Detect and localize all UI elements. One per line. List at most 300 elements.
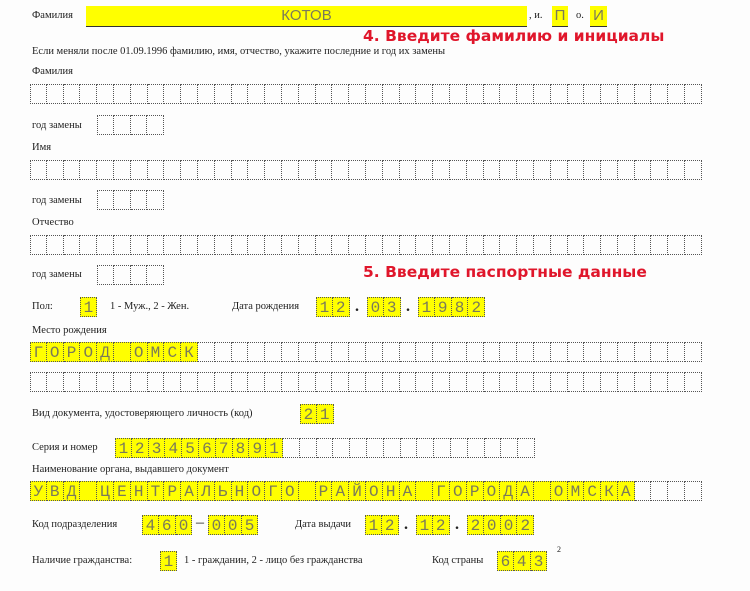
grid-cell[interactable] [299, 235, 316, 255]
grid-cell[interactable]: 0 [225, 515, 242, 535]
grid-cell[interactable]: 1 [115, 438, 132, 458]
grid-cell[interactable] [114, 372, 131, 392]
grid-cell[interactable] [30, 160, 47, 180]
grid-cell[interactable]: В [47, 481, 64, 501]
grid-cell[interactable] [97, 265, 114, 285]
grid-cell[interactable] [451, 438, 468, 458]
grid-cell[interactable] [668, 342, 685, 362]
grid-cell[interactable] [685, 84, 702, 104]
grid-cell[interactable]: 0 [367, 297, 384, 317]
grid-cell[interactable]: 0 [176, 515, 193, 535]
grid-cell[interactable] [517, 84, 534, 104]
grid-cell[interactable] [316, 235, 333, 255]
grid-cell[interactable] [97, 235, 114, 255]
grid-cell[interactable] [651, 481, 668, 501]
grid-cell[interactable] [635, 160, 652, 180]
grid-cell[interactable] [467, 84, 484, 104]
grid-cell[interactable] [147, 190, 164, 210]
grid-cell[interactable] [383, 235, 400, 255]
grid-cell[interactable] [500, 372, 517, 392]
grid-cell[interactable] [164, 84, 181, 104]
grid-cell[interactable] [30, 372, 47, 392]
grid-cell[interactable]: Р [467, 481, 484, 501]
grid-cell[interactable]: А [618, 481, 635, 501]
grid-cell[interactable] [584, 372, 601, 392]
grid-cell[interactable] [198, 372, 215, 392]
grid-cell[interactable] [232, 160, 249, 180]
grid-cell[interactable] [568, 160, 585, 180]
grid-cell[interactable] [148, 235, 165, 255]
grid-cell[interactable] [232, 84, 249, 104]
grid-cell[interactable] [148, 84, 165, 104]
grid-cell[interactable] [316, 372, 333, 392]
grid-cell[interactable] [685, 481, 702, 501]
grid-cell[interactable]: Р [64, 342, 81, 362]
grid-cell[interactable] [400, 160, 417, 180]
grid-cell[interactable]: 2 [517, 515, 534, 535]
grid-cell[interactable] [131, 115, 148, 135]
grid-cell[interactable] [534, 342, 551, 362]
grid-cell[interactable] [635, 372, 652, 392]
grid-cell[interactable] [601, 235, 618, 255]
grid-cell[interactable] [384, 438, 401, 458]
grid-cell[interactable] [97, 190, 114, 210]
dept-code-field-1[interactable] [142, 515, 192, 535]
grid-cell[interactable] [618, 160, 635, 180]
grid-cell[interactable]: 9 [249, 438, 266, 458]
grid-cell[interactable]: 1 [160, 551, 177, 571]
grid-cell[interactable]: 6 [159, 515, 176, 535]
grid-cell[interactable] [198, 342, 215, 362]
grid-cell[interactable]: 9 [435, 297, 452, 317]
grid-cell[interactable] [114, 235, 131, 255]
grid-cell[interactable] [366, 160, 383, 180]
prev-name-year-grid[interactable] [97, 190, 164, 210]
grid-cell[interactable] [618, 372, 635, 392]
grid-cell[interactable]: 7 [216, 438, 233, 458]
grid-cell[interactable] [601, 160, 618, 180]
grid-cell[interactable] [500, 84, 517, 104]
grid-cell[interactable] [450, 342, 467, 362]
issue-day-field[interactable] [365, 515, 399, 535]
grid-cell[interactable] [467, 235, 484, 255]
grid-cell[interactable] [400, 342, 417, 362]
grid-cell[interactable] [332, 342, 349, 362]
grid-cell[interactable] [282, 372, 299, 392]
grid-cell[interactable] [316, 160, 333, 180]
grid-cell[interactable] [248, 235, 265, 255]
grid-cell[interactable] [433, 84, 450, 104]
grid-cell[interactable] [47, 372, 64, 392]
grid-cell[interactable] [668, 160, 685, 180]
grid-cell[interactable] [433, 342, 450, 362]
grid-cell[interactable] [265, 342, 282, 362]
grid-cell[interactable] [601, 342, 618, 362]
grid-cell[interactable] [401, 438, 418, 458]
grid-cell[interactable] [64, 84, 81, 104]
grid-cell[interactable] [685, 160, 702, 180]
grid-cell[interactable]: Д [500, 481, 517, 501]
grid-cell[interactable] [147, 115, 164, 135]
grid-cell[interactable] [651, 84, 668, 104]
grid-cell[interactable] [148, 372, 165, 392]
grid-cell[interactable] [64, 372, 81, 392]
citizenship-field[interactable] [160, 551, 177, 571]
grid-cell[interactable] [568, 342, 585, 362]
doc-type-field[interactable] [300, 404, 334, 424]
grid-cell[interactable] [484, 342, 501, 362]
prev-surname-year-grid[interactable] [97, 115, 164, 135]
grid-cell[interactable]: О [450, 481, 467, 501]
grid-cell[interactable]: 2 [467, 515, 484, 535]
grid-cell[interactable] [434, 438, 451, 458]
grid-cell[interactable] [47, 235, 64, 255]
grid-cell[interactable] [635, 84, 652, 104]
grid-cell[interactable] [282, 342, 299, 362]
grid-cell[interactable]: 5 [182, 438, 199, 458]
grid-cell[interactable]: 2 [468, 297, 485, 317]
grid-cell[interactable] [467, 372, 484, 392]
grid-cell[interactable] [534, 372, 551, 392]
grid-cell[interactable]: 6 [199, 438, 216, 458]
grid-cell[interactable]: 3 [531, 551, 548, 571]
grid-cell[interactable] [450, 372, 467, 392]
grid-cell[interactable]: Е [114, 481, 131, 501]
grid-cell[interactable] [198, 84, 215, 104]
country-code-field[interactable] [497, 551, 547, 571]
grid-cell[interactable] [30, 235, 47, 255]
grid-cell[interactable] [668, 84, 685, 104]
grid-cell[interactable]: 3 [149, 438, 166, 458]
grid-cell[interactable] [248, 342, 265, 362]
grid-cell[interactable] [568, 372, 585, 392]
grid-cell[interactable] [332, 235, 349, 255]
grid-cell[interactable] [416, 481, 433, 501]
grid-cell[interactable] [30, 84, 47, 104]
grid-cell[interactable] [350, 438, 367, 458]
birth-month-field[interactable] [367, 297, 401, 317]
grid-cell[interactable] [383, 372, 400, 392]
grid-cell[interactable] [97, 160, 114, 180]
grid-cell[interactable] [467, 160, 484, 180]
grid-cell[interactable] [601, 84, 618, 104]
grid-cell[interactable]: Л [198, 481, 215, 501]
grid-cell[interactable] [265, 84, 282, 104]
grid-cell[interactable]: 1 [416, 515, 433, 535]
grid-cell[interactable] [349, 160, 366, 180]
grid-cell[interactable] [534, 160, 551, 180]
grid-cell[interactable] [485, 438, 502, 458]
grid-cell[interactable]: Д [64, 481, 81, 501]
prev-patronymic-grid[interactable] [30, 235, 702, 255]
grid-cell[interactable] [568, 235, 585, 255]
grid-cell[interactable]: С [584, 481, 601, 501]
grid-cell[interactable] [685, 235, 702, 255]
grid-cell[interactable] [500, 342, 517, 362]
grid-cell[interactable]: 1 [266, 438, 283, 458]
grid-cell[interactable] [534, 235, 551, 255]
grid-cell[interactable] [618, 84, 635, 104]
grid-cell[interactable] [283, 438, 300, 458]
grid-cell[interactable]: О [80, 342, 97, 362]
grid-cell[interactable] [500, 235, 517, 255]
grid-cell[interactable]: 0 [484, 515, 501, 535]
grid-cell[interactable]: Н [131, 481, 148, 501]
grid-cell[interactable] [114, 190, 131, 210]
grid-cell[interactable] [366, 342, 383, 362]
grid-cell[interactable]: 2 [132, 438, 149, 458]
grid-cell[interactable] [215, 160, 232, 180]
sex-field[interactable] [80, 297, 97, 317]
grid-cell[interactable] [349, 372, 366, 392]
grid-cell[interactable] [215, 235, 232, 255]
grid-cell[interactable]: О [551, 481, 568, 501]
grid-cell[interactable] [131, 265, 148, 285]
grid-cell[interactable] [651, 235, 668, 255]
grid-cell[interactable]: 3 [384, 297, 401, 317]
grid-cell[interactable]: 2 [300, 404, 317, 424]
grid-cell[interactable] [265, 160, 282, 180]
grid-cell[interactable]: Т [148, 481, 165, 501]
grid-cell[interactable]: Н [383, 481, 400, 501]
grid-cell[interactable] [97, 84, 114, 104]
grid-cell[interactable] [416, 342, 433, 362]
grid-cell[interactable] [215, 372, 232, 392]
grid-cell[interactable] [299, 342, 316, 362]
grid-cell[interactable] [164, 160, 181, 180]
grid-cell[interactable] [198, 235, 215, 255]
grid-cell[interactable] [450, 84, 467, 104]
grid-cell[interactable] [367, 438, 384, 458]
grid-cell[interactable] [232, 235, 249, 255]
grid-cell[interactable]: Н [232, 481, 249, 501]
grid-cell[interactable] [232, 342, 249, 362]
grid-cell[interactable] [400, 372, 417, 392]
grid-cell[interactable] [316, 342, 333, 362]
grid-cell[interactable]: 8 [452, 297, 469, 317]
issue-month-field[interactable] [416, 515, 450, 535]
grid-cell[interactable]: А [181, 481, 198, 501]
grid-cell[interactable] [299, 372, 316, 392]
grid-cell[interactable] [248, 84, 265, 104]
grid-cell[interactable] [501, 438, 518, 458]
prev-name-grid[interactable] [30, 160, 702, 180]
grid-cell[interactable]: С [164, 342, 181, 362]
grid-cell[interactable] [114, 115, 131, 135]
grid-cell[interactable] [400, 84, 417, 104]
grid-cell[interactable]: 0 [501, 515, 518, 535]
grid-cell[interactable] [400, 235, 417, 255]
prev-surname-grid[interactable] [30, 84, 702, 104]
grid-cell[interactable] [366, 84, 383, 104]
grid-cell[interactable] [484, 84, 501, 104]
grid-cell[interactable] [584, 84, 601, 104]
grid-cell[interactable]: А [400, 481, 417, 501]
grid-cell[interactable] [114, 265, 131, 285]
grid-cell[interactable]: 8 [233, 438, 250, 458]
grid-cell[interactable] [265, 235, 282, 255]
grid-cell[interactable] [551, 235, 568, 255]
grid-cell[interactable] [484, 372, 501, 392]
grid-cell[interactable] [383, 84, 400, 104]
grid-cell[interactable]: А [517, 481, 534, 501]
birth-year-field[interactable] [418, 297, 485, 317]
grid-cell[interactable]: 1 [317, 404, 334, 424]
grid-cell[interactable] [248, 160, 265, 180]
initial-patronymic-field[interactable]: И [590, 6, 607, 27]
grid-cell[interactable] [416, 160, 433, 180]
grid-cell[interactable]: Й [349, 481, 366, 501]
grid-cell[interactable] [518, 438, 535, 458]
grid-cell[interactable]: 2 [433, 515, 450, 535]
grid-cell[interactable] [164, 235, 181, 255]
grid-cell[interactable] [366, 372, 383, 392]
grid-cell[interactable] [568, 84, 585, 104]
grid-cell[interactable] [366, 235, 383, 255]
grid-cell[interactable] [433, 372, 450, 392]
grid-cell[interactable]: М [148, 342, 165, 362]
grid-cell[interactable]: Г [30, 342, 47, 362]
grid-cell[interactable]: 4 [165, 438, 182, 458]
grid-cell[interactable]: 2 [333, 297, 350, 317]
grid-cell[interactable] [80, 235, 97, 255]
grid-cell[interactable] [333, 438, 350, 458]
grid-cell[interactable]: Д [97, 342, 114, 362]
grid-cell[interactable] [584, 160, 601, 180]
grid-cell[interactable]: Р [316, 481, 333, 501]
grid-cell[interactable]: О [131, 342, 148, 362]
grid-cell[interactable]: К [601, 481, 618, 501]
grid-cell[interactable] [618, 342, 635, 362]
grid-cell[interactable] [618, 235, 635, 255]
grid-cell[interactable] [148, 160, 165, 180]
grid-cell[interactable] [131, 190, 148, 210]
grid-cell[interactable]: 0 [208, 515, 225, 535]
grid-cell[interactable] [114, 84, 131, 104]
grid-cell[interactable] [80, 481, 97, 501]
grid-cell[interactable] [131, 235, 148, 255]
grid-cell[interactable] [317, 438, 334, 458]
grid-cell[interactable] [685, 372, 702, 392]
grid-cell[interactable] [651, 372, 668, 392]
grid-cell[interactable] [383, 160, 400, 180]
grid-cell[interactable] [164, 372, 181, 392]
grid-cell[interactable] [131, 372, 148, 392]
grid-cell[interactable] [332, 372, 349, 392]
prev-patronymic-year-grid[interactable] [97, 265, 164, 285]
birthplace-grid-2[interactable] [30, 372, 702, 392]
grid-cell[interactable] [517, 235, 534, 255]
grid-cell[interactable]: 2 [382, 515, 399, 535]
grid-cell[interactable] [668, 372, 685, 392]
grid-cell[interactable] [316, 84, 333, 104]
grid-cell[interactable] [282, 235, 299, 255]
grid-cell[interactable] [651, 342, 668, 362]
grid-cell[interactable] [181, 84, 198, 104]
grid-cell[interactable] [215, 342, 232, 362]
grid-cell[interactable]: Р [164, 481, 181, 501]
grid-cell[interactable] [635, 481, 652, 501]
dept-code-field-2[interactable] [208, 515, 258, 535]
grid-cell[interactable] [64, 235, 81, 255]
grid-cell[interactable] [282, 160, 299, 180]
grid-cell[interactable] [97, 115, 114, 135]
grid-cell[interactable] [416, 372, 433, 392]
grid-cell[interactable] [517, 342, 534, 362]
grid-cell[interactable] [651, 160, 668, 180]
grid-cell[interactable] [300, 438, 317, 458]
grid-cell[interactable] [450, 235, 467, 255]
grid-cell[interactable]: 4 [142, 515, 159, 535]
birthplace-grid-1[interactable] [30, 342, 702, 362]
grid-cell[interactable] [349, 84, 366, 104]
grid-cell[interactable] [685, 342, 702, 362]
grid-cell[interactable] [265, 372, 282, 392]
grid-cell[interactable]: Г [265, 481, 282, 501]
grid-cell[interactable]: О [366, 481, 383, 501]
grid-cell[interactable]: 1 [316, 297, 333, 317]
grid-cell[interactable] [131, 160, 148, 180]
birth-day-field[interactable] [316, 297, 350, 317]
grid-cell[interactable] [635, 342, 652, 362]
grid-cell[interactable]: 1 [418, 297, 435, 317]
grid-cell[interactable] [198, 160, 215, 180]
grid-cell[interactable] [635, 235, 652, 255]
series-number-grid[interactable] [115, 438, 535, 458]
grid-cell[interactable] [299, 84, 316, 104]
grid-cell[interactable] [601, 372, 618, 392]
grid-cell[interactable] [215, 84, 232, 104]
grid-cell[interactable] [416, 235, 433, 255]
grid-cell[interactable]: Г [433, 481, 450, 501]
grid-cell[interactable] [80, 84, 97, 104]
grid-cell[interactable] [534, 481, 551, 501]
grid-cell[interactable] [551, 342, 568, 362]
grid-cell[interactable] [47, 84, 64, 104]
grid-cell[interactable] [668, 481, 685, 501]
grid-cell[interactable] [468, 438, 485, 458]
grid-cell[interactable] [433, 160, 450, 180]
issuer-grid[interactable] [30, 481, 702, 501]
grid-cell[interactable] [534, 84, 551, 104]
grid-cell[interactable]: У [30, 481, 47, 501]
grid-cell[interactable] [433, 235, 450, 255]
grid-cell[interactable]: О [484, 481, 501, 501]
grid-cell[interactable] [484, 235, 501, 255]
grid-cell[interactable] [131, 84, 148, 104]
grid-cell[interactable]: А [332, 481, 349, 501]
grid-cell[interactable] [484, 160, 501, 180]
grid-cell[interactable] [668, 235, 685, 255]
grid-cell[interactable] [416, 84, 433, 104]
grid-cell[interactable] [467, 342, 484, 362]
grid-cell[interactable]: 1 [80, 297, 97, 317]
grid-cell[interactable] [332, 84, 349, 104]
grid-cell[interactable] [181, 160, 198, 180]
grid-cell[interactable] [181, 235, 198, 255]
grid-cell[interactable]: 4 [514, 551, 531, 571]
grid-cell[interactable] [114, 160, 131, 180]
grid-cell[interactable] [349, 235, 366, 255]
grid-cell[interactable] [248, 372, 265, 392]
grid-cell[interactable]: М [568, 481, 585, 501]
grid-cell[interactable] [584, 342, 601, 362]
issue-year-field[interactable] [467, 515, 534, 535]
grid-cell[interactable] [64, 160, 81, 180]
grid-cell[interactable]: О [248, 481, 265, 501]
grid-cell[interactable] [551, 372, 568, 392]
grid-cell[interactable] [299, 160, 316, 180]
